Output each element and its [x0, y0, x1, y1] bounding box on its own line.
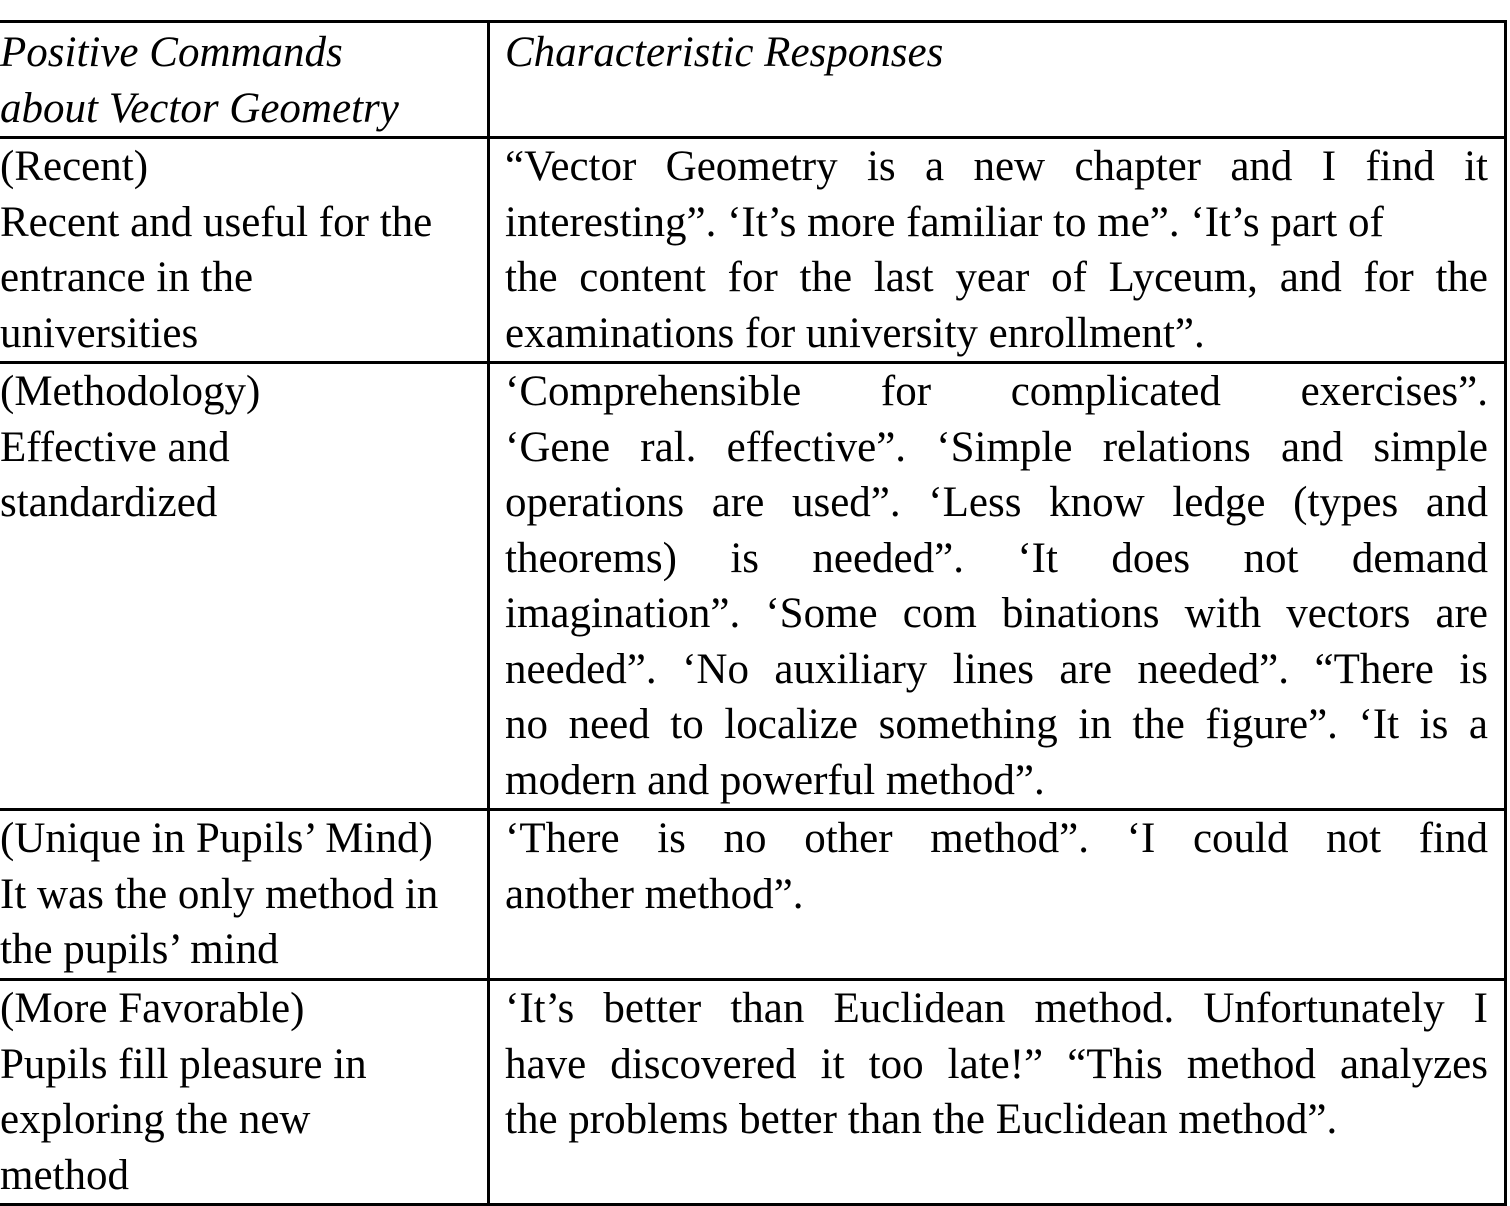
table-row: [0, 363, 1506, 810]
category-line: It was the only method in: [0, 870, 439, 918]
response-line: the problems better than the Euclidean method”.: [505, 1096, 1338, 1143]
response-line: theorems) is needed”. ‘It does not demand: [505, 534, 1488, 582]
response-line: no need to localize something in the figure”. ‘It is a: [505, 701, 1488, 748]
category-line: Effective and: [0, 423, 230, 471]
responses-cell-recent: [489, 138, 1506, 363]
response-line: ‘It’s better than Euclidean method. Unfortunately I: [505, 985, 1488, 1032]
commands-responses-table: [0, 20, 1507, 1206]
category-line: Recent and useful for the: [0, 198, 433, 246]
category-line: Pupils fill pleasure in: [0, 1040, 367, 1088]
category-line: standardized: [0, 479, 218, 526]
response-line: examinations for university enrollment”.: [505, 309, 1205, 357]
response-line: the content for the last year of Lyceum, and for the: [505, 254, 1488, 301]
response-line: ‘There is no other method”. ‘I could not find: [505, 815, 1488, 862]
header-row: [0, 22, 1506, 138]
table-row: [0, 810, 1506, 980]
response-line: operations are used”. ‘Less know ledge (types and: [505, 479, 1488, 526]
response-line: needed”. ‘No auxiliary lines are needed”. “There is: [505, 645, 1488, 693]
response-line: imagination”. ‘Some com binations with vectors are: [505, 590, 1488, 637]
category-title: (Recent): [0, 143, 149, 190]
response-line: interesting”. ‘It’s more familiar to me”. ‘It’s part of: [505, 198, 1384, 246]
table-row: [0, 980, 1506, 1205]
header-line: Characteristic Responses: [505, 29, 944, 76]
category-title: (More Favorable): [0, 985, 305, 1032]
response-line: modern and powerful method”.: [505, 756, 1045, 804]
category-line: exploring the new: [0, 1096, 311, 1143]
responses-cell-unique: [489, 810, 1506, 980]
responses-cell-methodology: [489, 363, 1506, 810]
category-line: the pupils’ mind: [0, 926, 279, 973]
category-line: universities: [0, 309, 199, 357]
response-line: ‘Comprehensible for complicated exercises”.: [505, 368, 1488, 415]
category-cell-recent: [0, 138, 489, 363]
response-line: have discovered it too late!” “This method analyzes: [505, 1040, 1488, 1088]
category-cell-favorable: [0, 980, 489, 1205]
response-line: ‘Gene ral. effective”. ‘Simple relations and simple: [505, 423, 1488, 471]
response-line: “Vector Geometry is a new chapter and I find it: [505, 143, 1488, 190]
table-row: [0, 138, 1506, 363]
response-line: another method”.: [505, 870, 804, 918]
header-positive-commands: [0, 22, 489, 138]
header-line: Positive Commands: [0, 29, 343, 76]
category-line: entrance in the: [0, 254, 254, 301]
category-title: (Methodology): [0, 368, 261, 415]
category-line: method: [0, 1151, 129, 1199]
header-characteristic-responses: [489, 22, 1506, 138]
category-title: (Unique in Pupils’ Mind): [0, 815, 433, 862]
category-cell-methodology: [0, 363, 489, 810]
category-cell-unique: [0, 810, 489, 980]
header-line: about Vector Geometry: [0, 84, 399, 132]
responses-cell-favorable: [489, 980, 1506, 1205]
